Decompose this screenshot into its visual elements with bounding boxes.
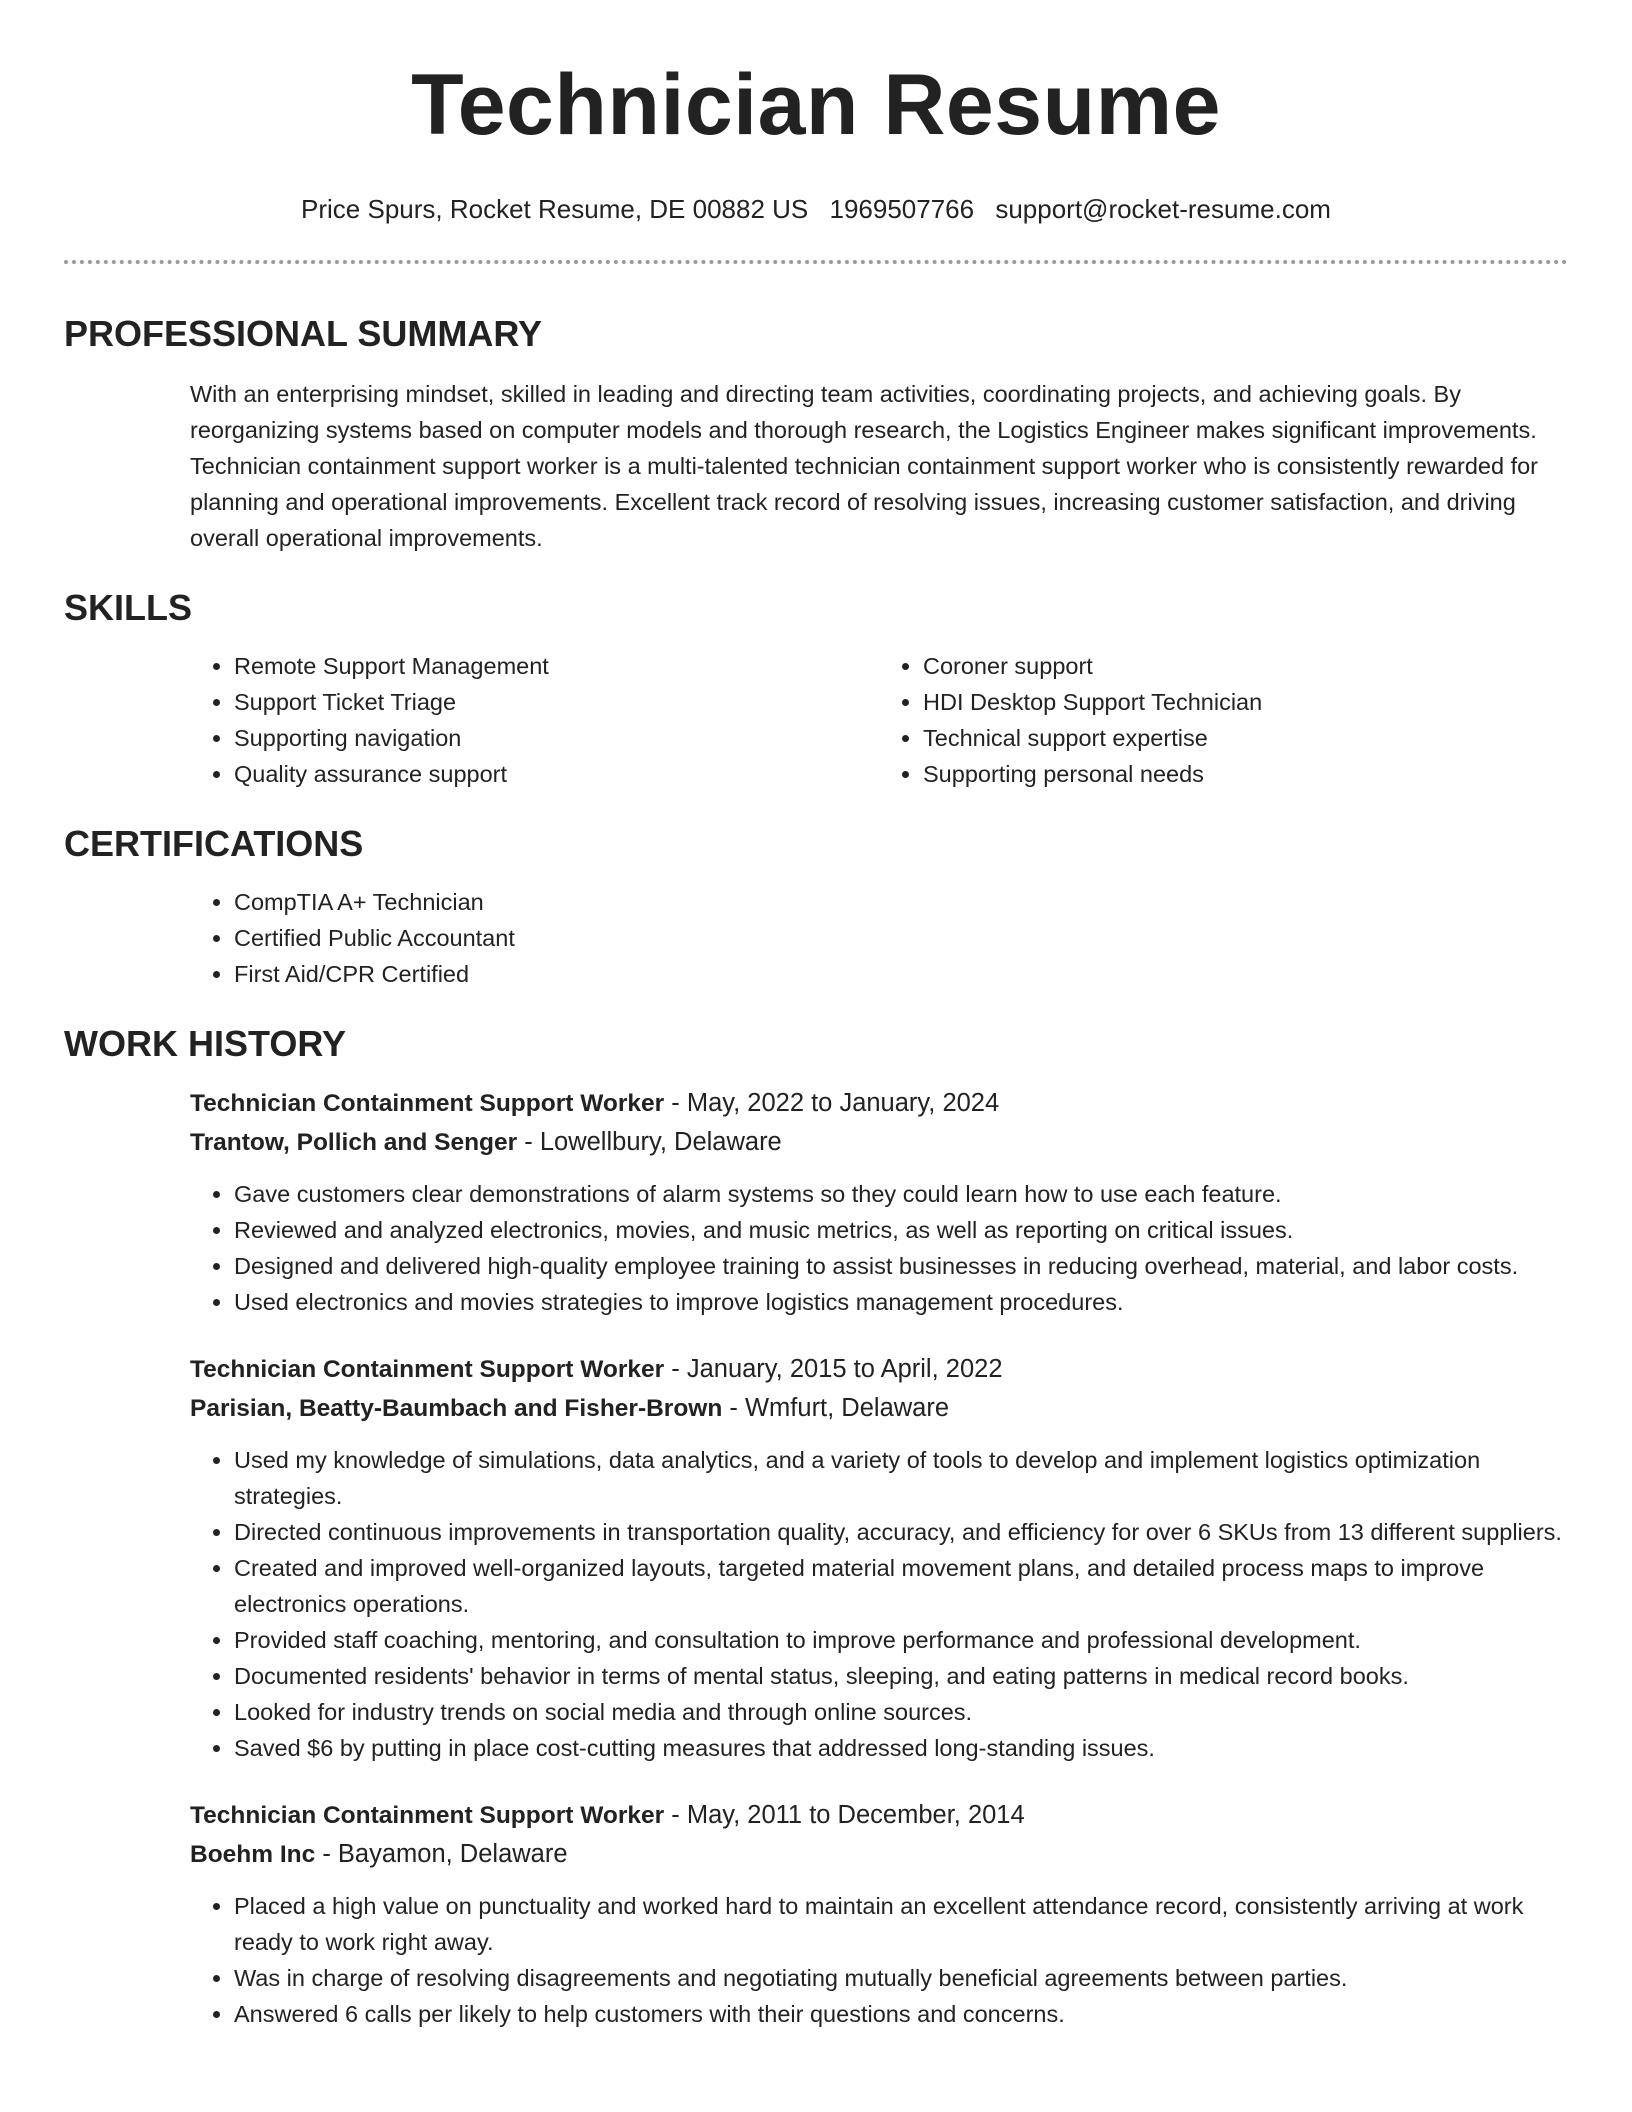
job-bullet: • Answered 6 calls per likely to help customers with their questions and concerns. xyxy=(234,1996,1568,2032)
job-company: Parisian, Beatty-Baumbach and Fisher-Brown xyxy=(190,1395,723,1422)
resume-title: Technician Resume xyxy=(411,57,1221,153)
job-title: Technician Containment Support Worker xyxy=(190,1090,665,1117)
resume-page xyxy=(64,0,1568,2032)
job-dates: - May, 2022 to January, 2024 xyxy=(664,1089,1000,1117)
job-title-line xyxy=(190,1084,1568,1123)
work-history-heading: WORK HISTORY xyxy=(64,1023,347,1064)
job-entry xyxy=(190,1084,1568,1320)
skill-item: • Remote Support Management xyxy=(234,648,879,684)
job-bullets xyxy=(190,1442,1568,1766)
skills-heading: SKILLS xyxy=(64,587,193,628)
skills-list-left xyxy=(190,648,879,792)
skills-grid xyxy=(190,648,1568,792)
skills-list-right xyxy=(879,648,1568,792)
skill-item: • HDI Desktop Support Technician xyxy=(923,684,1568,720)
job-bullet: • Used my knowledge of simulations, data analytics, and a variety of tools to develop and implement logistics optimization strategies. xyxy=(234,1442,1568,1514)
certifications-body xyxy=(190,884,1568,992)
job-company-line xyxy=(190,1389,1568,1428)
job-bullet: • Documented residents' behavior in terms of mental status, sleeping, and eating patterns in medical record books. xyxy=(234,1658,1568,1694)
job-bullet: • Saved $6 by putting in place cost-cutting measures that addressed long-standing issues. xyxy=(234,1730,1568,1766)
job-bullets xyxy=(190,1888,1568,2032)
job-bullet: • Gave customers clear demonstrations of alarm systems so they could learn how to use each feature. xyxy=(234,1176,1568,1212)
job-title-line xyxy=(190,1350,1568,1389)
job-bullet: • Used electronics and movies strategies to improve logistics management procedures. xyxy=(234,1284,1568,1320)
job-dates: - May, 2011 to December, 2014 xyxy=(664,1801,1025,1829)
certification-item: • First Aid/CPR Certified xyxy=(234,956,1568,992)
skill-item: • Technical support expertise xyxy=(923,720,1568,756)
summary-text: With an enterprising mindset, skilled in leading and directing team activities, coordinating projects, and achieving goals. By reorganizing systems based on computer models and thorough research, the Logistics Engineer makes significant improvements. Technician containment support worker is a multi-talented technician containment support worker who is consistently rewarded for planning and operational improvements. Excellent track record of resolving issues, increasing customer satisfaction, and driving overall operational improvements. xyxy=(190,381,1538,551)
job-dates: - January, 2015 to April, 2022 xyxy=(664,1355,1003,1383)
contact-address: Price Spurs, Rocket Resume, DE 00882 US xyxy=(301,194,809,224)
job-company: Trantow, Pollich and Senger xyxy=(190,1129,518,1156)
job-location: - Lowellbury, Delaware xyxy=(517,1128,782,1156)
skill-item: • Quality assurance support xyxy=(234,756,879,792)
job-company-line xyxy=(190,1123,1568,1162)
job-entry xyxy=(190,1796,1568,2032)
job-bullet: • Reviewed and analyzed electronics, movies, and music metrics, as well as reporting on critical issues. xyxy=(234,1212,1568,1248)
skill-item: • Supporting personal needs xyxy=(923,756,1568,792)
job-title: Technician Containment Support Worker xyxy=(190,1802,665,1829)
job-title: Technician Containment Support Worker xyxy=(190,1356,665,1383)
job-bullet: • Designed and delivered high-quality employee training to assist businesses in reducing overhead, material, and labor costs. xyxy=(234,1248,1568,1284)
job-bullet: • Looked for industry trends on social media and through online sources. xyxy=(234,1694,1568,1730)
job-company-line xyxy=(190,1835,1568,1874)
job-entry xyxy=(190,1350,1568,1766)
job-location: - Bayamon, Delaware xyxy=(315,1840,568,1868)
job-bullets xyxy=(190,1176,1568,1320)
job-company: Boehm Inc xyxy=(190,1841,316,1868)
job-bullet: • Directed continuous improvements in transportation quality, accuracy, and efficiency for over 6 SKUs from 13 different suppliers. xyxy=(234,1514,1568,1550)
certification-item: • CompTIA A+ Technician xyxy=(234,884,1568,920)
contact-phone: 1969507766 xyxy=(829,194,975,224)
header-divider xyxy=(64,260,1568,264)
contact-line xyxy=(64,193,1568,225)
job-bullet: • Provided staff coaching, mentoring, and consultation to improve performance and professional development. xyxy=(234,1622,1568,1658)
job-title-line xyxy=(190,1796,1568,1835)
skill-item: • Coroner support xyxy=(923,648,1568,684)
job-bullet: • Placed a high value on punctuality and worked hard to maintain an excellent attendance record, consistently arriving at work ready to work right away. xyxy=(234,1888,1568,1960)
certifications-heading: CERTIFICATIONS xyxy=(64,823,364,864)
job-location: - Wmfurt, Delaware xyxy=(722,1394,950,1422)
certifications-list xyxy=(190,884,1568,992)
contact-email[interactable]: support@rocket-resume.com xyxy=(995,194,1331,224)
skill-item: • Support Ticket Triage xyxy=(234,684,879,720)
summary-heading: PROFESSIONAL SUMMARY xyxy=(64,313,543,354)
job-bullet: • Was in charge of resolving disagreements and negotiating mutually beneficial agreements between parties. xyxy=(234,1960,1568,1996)
job-bullet: • Created and improved well-organized layouts, targeted material movement plans, and detailed process maps to improve electronics operations. xyxy=(234,1550,1568,1622)
certification-item: • Certified Public Accountant xyxy=(234,920,1568,956)
skill-item: • Supporting navigation xyxy=(234,720,879,756)
